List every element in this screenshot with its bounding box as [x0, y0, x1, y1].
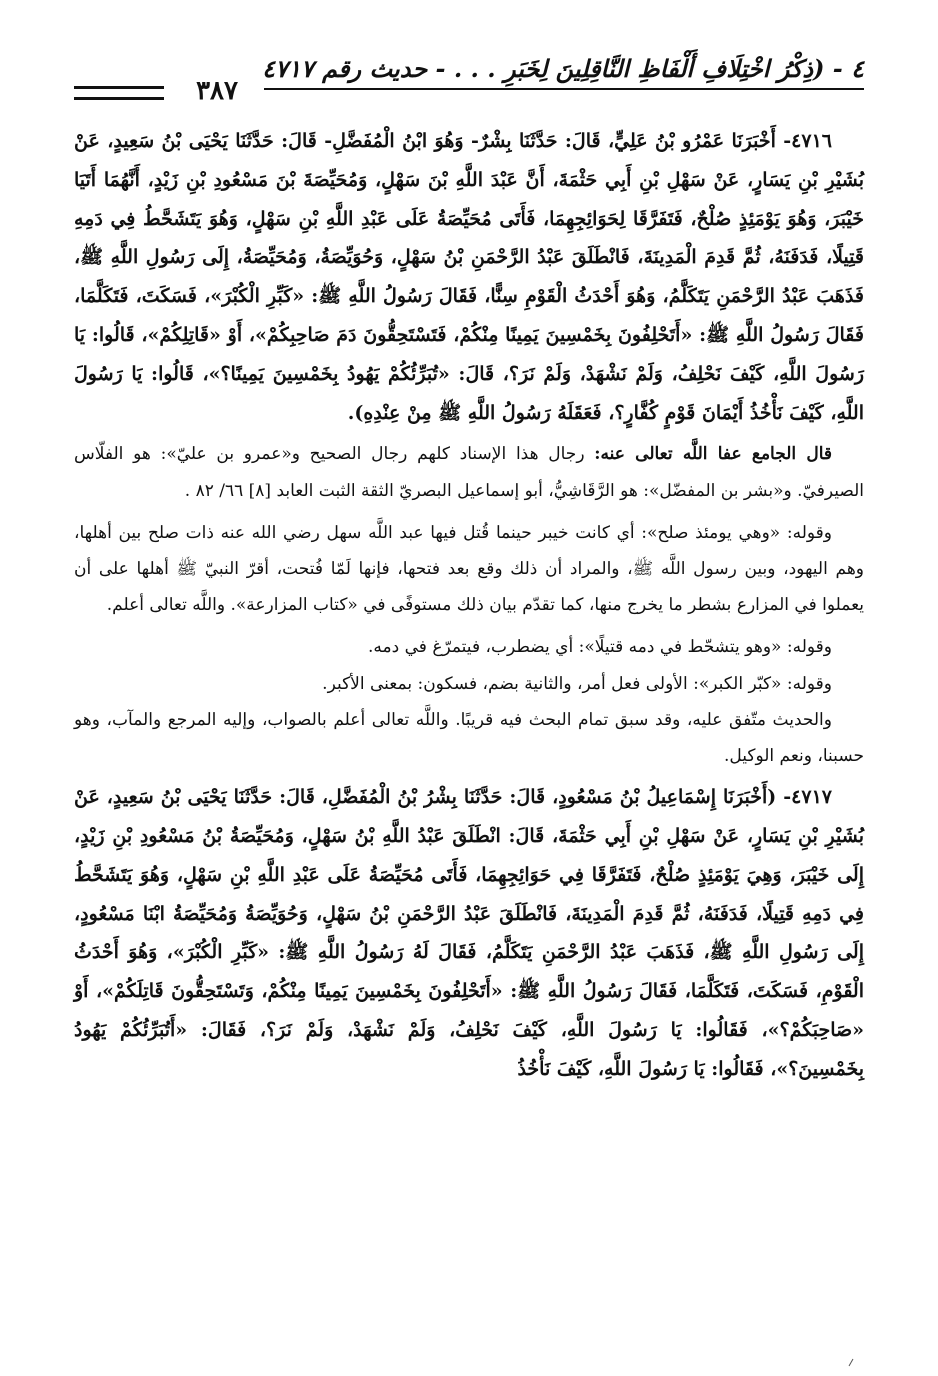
- commentary-lead: قال الجامع عفا اللَّه تعالى عنه:: [594, 444, 832, 465]
- running-header: [74, 52, 864, 108]
- page-number-block: [74, 78, 246, 104]
- hadith-4717: [74, 778, 864, 1088]
- page-number: ٣٨٧: [196, 76, 238, 106]
- commentary-paragraph: [74, 515, 864, 624]
- hadith-number: ٤٧١٧: [791, 786, 832, 809]
- commentary-paragraph: [74, 436, 864, 508]
- commentary-paragraph: [74, 666, 864, 702]
- chapter-title: ٤ - (ذِكْرُ اخْتِلَافِ أَلْفَاظِ النَّاقِلِينَ لِخَبَرِ . . . - حديث رقم ٤٧١٧: [262, 54, 864, 83]
- page-number-rule: [74, 86, 164, 100]
- commentary-text: وقوله: «وهو يتشحّط في دمه قتيلًا»: أي يضطرب، فيتمرّغ في دمه.: [368, 637, 832, 658]
- commentary-text: وقوله: «وهي يومئذ صلح»: أي كانت خيبر حينما قُتل فيها عبد اللَّه سهل رضي الله عنه ذات صلح بين أهلها، وهم اليهود، وبين رسول اللَّه ﷺ، والمراد أن ذلك وقع بعد فتحها، فإنها لَمّا فُتحت، أقرّ النبيّ ﷺ أهلها على أن يعملوا في المزارع بشطر ما يخرج منها، كما تقدّم بيان ذلك مستوفًى في «كتاب المزارعة». واللَّه تعالى أعلم.: [74, 522, 864, 616]
- hadith-text: - أَخْبَرَنَا عَمْرُو بْنُ عَلِيٍّ، قَالَ: حَدَّثَنَا بِشْرٌ- وَهُوَ ابْنُ الْمُفَضَّلِ- قَالَ: حَدَّثَنَا يَحْيَى بْنُ سَعِيدٍ، عَنْ بُشَيْرِ بْنِ يَسَارٍ، عَنْ سَهْلِ بْنِ أَبِي حَثْمَةَ، أَنَّ عَبْدَ اللَّهِ بْنَ سَهْلٍ، وَمُحَيِّصَةَ بْنَ مَسْعُودِ بْنِ زَيْدٍ، أَنَّهُمَا أَتَيَا خَيْبَرَ، وَهُوَ يَوْمَئِذٍ صُلْحٌ، فَتَفَرَّقَا لِحَوَائِجِهِمَا، فَأَتَى مُحَيِّصَةُ عَلَى عَبْدِ اللَّهِ بْنِ سَهْلٍ، وَهُوَ يَتَشَحَّطُ فِي دَمِهِ قَتِيلًا، فَدَفَنَهُ، ثُمَّ قَدِمَ الْمَدِينَةَ، فَانْطَلَقَ عَبْدُ الرَّحْمَنِ بْنُ سَهْلٍ، وَحُوَيِّصَةُ، وَمُحَيِّصَةُ، إِلَى رَسُولِ اللَّهِ ﷺ، فَذَهَبَ عَبْدُ الرَّحْمَنِ يَتَكَلَّمُ، وَهُوَ أَحْدَثُ الْقَوْمِ سِنًّا، فَقَالَ رَسُولُ اللَّهِ ﷺ: «كَبِّرِ الْكُبْرَ»، فَسَكَتَ، فَتَكَلَّمَا، فَقَالَ رَسُولُ اللَّهِ ﷺ: «أَتَحْلِفُونَ بِخَمْسِينَ يَمِينًا مِنْكُمْ، فَتَسْتَحِقُّونَ دَمَ صَاحِبِكُمْ»، أَوْ «قَاتِلِكُمْ»، قَالُوا: يَا رَسُولَ اللَّهِ، كَيْفَ نَحْلِفُ، وَلَمْ نَشْهَدْ، وَلَمْ نَرَ؟، قَالَ: «تُبَرِّئُكُمْ يَهُودُ بِخَمْسِينَ يَمِينًا؟»، قَالُوا: يَا رَسُولَ اللَّهِ، كَيْفَ نَأْخُذُ أَيْمَانَ قَوْمٍ كُفَّارٍ؟، فَعَقَلَهُ رَسُولُ اللَّهِ ﷺ مِنْ عِنْدِهِ).: [74, 130, 864, 424]
- commentary-text: وقوله: «كبّر الكبر»: الأولى فعل أمر، والثانية بضم، فسكون: بمعنى الأكبر.: [322, 673, 832, 694]
- margin-mark: [849, 1359, 854, 1366]
- hadith-text: - (أَخْبَرَنَا إِسْمَاعِيلُ بْنُ مَسْعُودٍ، قَالَ: حَدَّثَنَا بِشْرُ بْنُ الْمُفَضَّلِ، قَالَ: حَدَّثَنَا يَحْيَى بْنُ سَعِيدٍ، عَنْ بُشَيْرِ بْنِ يَسَارٍ، عَنْ سَهْلِ بْنِ أَبِي حَثْمَةَ، قَالَ: انْطَلَقَ عَبْدُ اللَّهِ بْنُ سَهْلٍ، وَمُحَيِّصَةُ بْنُ مَسْعُودِ بْنِ زَيْدٍ، إِلَى خَيْبَرَ، وَهِيَ يَوْمَئِذٍ صُلْحٌ، فَتَفَرَّقَا فِي حَوَائِجِهِمَا، فَأَتَى مُحَيِّصَةُ عَلَى عَبْدِ اللَّهِ بْنِ سَهْلٍ، وَهُوَ يَتَشَحَّطُ فِي دَمِهِ قَتِيلًا، فَدَفَنَهُ، ثُمَّ قَدِمَ الْمَدِينَةَ، فَانْطَلَقَ عَبْدُ الرَّحْمَنِ بْنُ سَهْلٍ، وَحُوَيِّصَةُ وَمُحَيِّصَةُ ابْنَا مَسْعُودٍ، إِلَى رَسُولِ اللَّهِ ﷺ، فَذَهَبَ عَبْدُ الرَّحْمَنِ يَتَكَلَّمُ، فَقَالَ لَهُ رَسُولُ اللَّهِ ﷺ: «كَبِّرِ الْكُبْرَ»، وَهُوَ أَحْدَثُ الْقَوْمِ، فَسَكَتَ، فَتَكَلَّمَا، فَقَالَ رَسُولُ اللَّهِ ﷺ: «أَتَحْلِفُونَ بِخَمْسِينَ يَمِينًا مِنْكُمْ، وَتَسْتَحِقُّونَ قَاتِلَكُمْ»، أَوْ «صَاحِبَكُمْ؟»، فَقَالُوا: يَا رَسُولَ اللَّهِ، كَيْفَ نَحْلِفُ، وَلَمْ نَشْهَدْ، وَلَمْ نَرَ؟، فَقَالَ: «أَتُبَرِّئُكُمْ يَهُودُ بِخَمْسِينَ؟»، فَقَالُوا: يَا رَسُولَ اللَّهِ، كَيْفَ نَأْخُذُ: [74, 786, 864, 1080]
- page-content: [74, 122, 864, 1089]
- hadith-number: ٤٧١٦: [791, 130, 832, 152]
- commentary-paragraph: [74, 702, 864, 774]
- commentary-text: رجال هذا الإسناد كلهم رجال الصحيح و«عمرو بن عليّ»: هو الفلّاس الصيرفيّ. و«بشر بن المفضّل»: هو الرَّقَاشِيُّ، أبو إسماعيل البصريّ الثقة الثبت العابد [٨] ٦٦/ ٨٢ .: [74, 444, 864, 501]
- commentary-text: والحديث متّفق عليه، وقد سبق تمام البحث فيه قريبًا. واللَّه تعالى أعلم بالصواب، وإليه المرجع والمآب، وهو حسبنا، ونعم الوكيل.: [74, 709, 864, 766]
- commentary-paragraph: [74, 629, 864, 665]
- header-underline: [264, 88, 864, 90]
- hadith-4716: [74, 122, 864, 432]
